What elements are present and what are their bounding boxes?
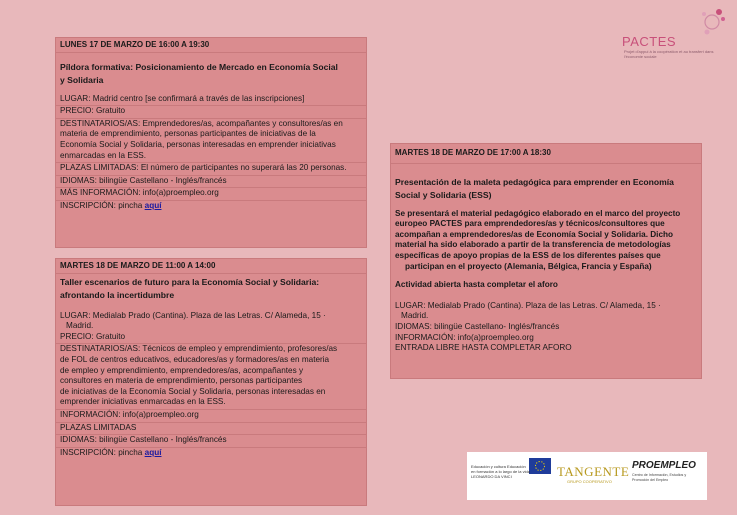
event-2-precio: PRECIO: Gratuito [60,331,126,341]
event-3-desc-6: participan en el proyecto (Alemania, Bélgica, Francia y España) [405,261,652,271]
event-1-plazas: PLAZAS LIMITADAS: El número de participantes no superará las 20 personas. [60,163,347,173]
proempleo-subtitle: Centro de Información, Estudios y Promoción del Empleo [632,473,687,482]
tangente-subtitle: GRUPO COOPERATIVO [567,479,612,484]
event-3-desc-1: Se presentará el material pedagógico elaborado en el marco del proyecto [395,208,681,218]
event-1-inscripcion [60,201,362,212]
event-2-registration-link[interactable]: aquí [144,447,162,457]
event-1-idiomas: IDIOMAS: bilingüe Castellano - Inglés/francés [60,175,227,185]
event-2-info: INFORMACIÓN: info(a)proempleo.org [60,409,199,419]
event-1-inscripcion-label: INSCRIPCIÓN: pincha [60,200,145,210]
event-2-title-line2: afrontando la incertidumbre [60,289,175,300]
event-1-header: LUNES 17 DE MARZO DE 16:00 A 19:30 [56,38,366,53]
eu-program-text: Educación y cultura Educación en formación a lo largo de la vida LEONARDO DA VINCI [471,464,530,479]
event-3-desc-5: específicas de apoyo propias de la ESS de los diferentes países que [395,250,661,260]
event-3-entrada: ENTRADA LIBRE HASTA COMPLETAR AFORO [395,343,572,353]
event-2-dest-3: de empleo y emprendimiento, emprendedores/as, acompañantes y [60,365,304,375]
event-3-title-line1: Presentación de la maleta pedagógica para emprender en Economía [395,176,674,187]
event-2-inscripcion-label: INSCRIPCIÓN: pincha [60,447,145,457]
event-1-dest-4: enmarcadas en la ESS. [60,150,147,160]
event-3-lugar-2: Madrid. [401,311,429,321]
event-card-3 [390,143,702,379]
event-2-dest-1: DESTINATARIOS/AS: Técnicos de empleo y emprendimiento, profesores/as [60,344,338,354]
event-3-desc-3: acompañan a emprendedores/as de Economía Social y Solidaria. Dicho [395,229,674,239]
event-2-header: MARTES 18 DE MARZO DE 11:00 A 14:00 [56,259,366,274]
event-3-desc-2: europeo PACTES para emprendedores/as y técnicos/consultores que [395,219,665,229]
event-2-dest-6: emprender iniciativas enmarcadas en la ESS. [60,397,226,407]
logo-dots-icon [692,4,732,44]
tangente-logo: TANGENTE [557,464,630,479]
event-1-dest-1: DESTINATARIOS/AS: Emprendedores/as, acompañantes y consultores/as en [60,118,343,128]
logo-tagline: Projet d'appui à la coopération et au transfert dans l'économie sociale [624,49,714,59]
event-2-dest-4: consultores en materia de emprendimiento, personas participantes [60,376,303,386]
event-1-dest-3: Economía Social y Solidaria, personas interesadas en emprender iniciativas [60,139,336,149]
event-2-inscripcion [60,448,362,459]
event-card-1 [55,37,367,248]
event-1-registration-link[interactable]: aquí [144,200,162,210]
event-1-precio: PRECIO: Gratuito [60,106,126,116]
event-card-2 [55,258,367,506]
event-2-dest-5: de iniciativas de la Economía Social y Solidaria, personas interesadas en [60,386,326,396]
sponsor-logos [467,452,707,500]
event-3-desc-4: material ha sido elaborado a partir de la transferencia de metodologías [395,240,671,250]
event-3-info: INFORMACIÓN: info(a)proempleo.org [395,332,534,342]
event-3-header: MARTES 18 DE MARZO DE 17:00 A 18:30 [391,144,701,164]
event-3-idiomas: IDIOMAS: bilingüe Castellano- Inglés/francés [395,321,560,331]
event-2-idiomas: IDIOMAS: bilingüe Castellano - Inglés/francés [60,435,227,445]
eu-flag-icon [529,458,551,474]
event-1-title-line1: Píldora formativa: Posicionamiento de Mercado en Economía Social [60,61,338,72]
event-2-dest-2: de FOL de centros educativos, educadores/as y formadores/as en materia [60,354,330,364]
pactes-logo [620,20,730,65]
event-2-lugar-2: Madrid. [66,321,94,331]
event-3-title-line2: Social y Solidaria (ESS) [395,189,492,200]
event-2-plazas: PLAZAS LIMITADAS [60,422,137,432]
event-2-title-line1: Taller escenarios de futuro para la Economía Social y Solidaria: [60,276,320,287]
event-1-title-line2: y Solidaria [60,74,104,85]
logo-name: PACTES [622,34,677,49]
event-3-aforo: Actividad abierta hasta completar el aforo [395,280,558,290]
event-1-lugar: LUGAR: Madrid centro [se confirmará a través de las inscripciones] [60,93,305,103]
event-2-lugar-1: LUGAR: Medialab Prado (Cantina). Plaza de las Letras. C/ Alameda, 15 · [60,310,326,320]
event-3-lugar-1: LUGAR: Medialab Prado (Cantina). Plaza de las Letras. C/ Alameda, 15 · [395,300,661,310]
proempleo-logo: PROEMPLEO [632,460,696,471]
event-1-dest-2: materia de emprendimiento, personas participantes de iniciativas de la [60,129,316,139]
event-1-info: MÁS INFORMACIÓN: info(a)proempleo.org [60,188,219,198]
